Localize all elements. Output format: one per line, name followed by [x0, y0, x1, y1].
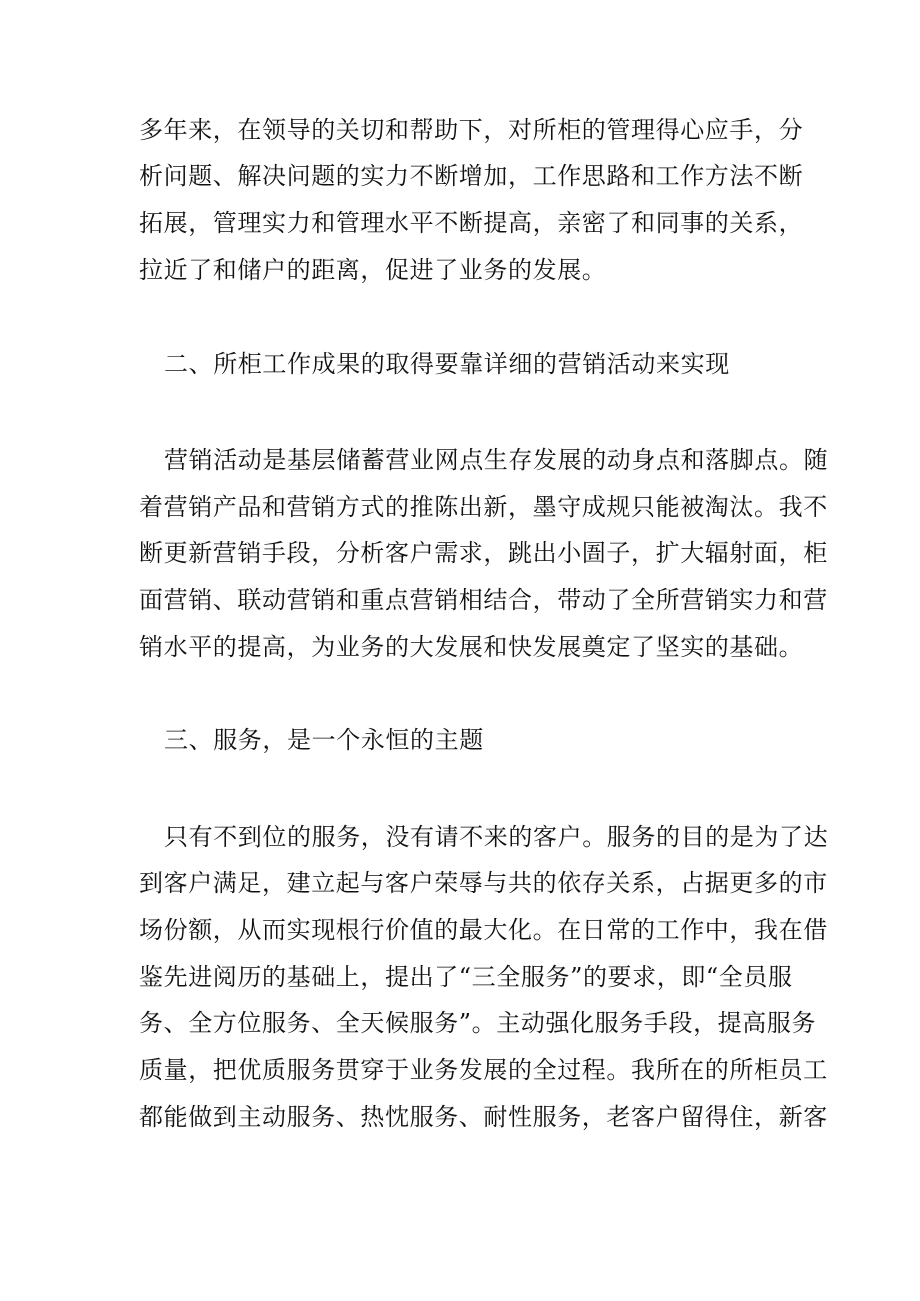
- section-heading-3: 三、服务，是一个永恒的主题: [164, 726, 484, 754]
- paragraph-3-line-2: 到客户满足，建立起与客户荣辱与共的依存关系，占据更多的市: [139, 869, 828, 897]
- paragraph-2-line-1: 营销活动是基层储蓄营业网点生存发展的动身点和落脚点。随: [164, 446, 829, 474]
- paragraph-1-line-2: 析问题、解决问题的实力不断增加，工作思路和工作方法不断: [139, 162, 804, 190]
- paragraph-3-line-7: 都能做到主动服务、热忱服务、耐性服务，老客户留得住，新客: [139, 1103, 828, 1131]
- paragraph-3-line-1: 只有不到位的服务，没有请不来的客户。服务的目的是为了达: [164, 823, 829, 851]
- paragraph-3-line-4: 鉴先进阅历的基础上，提出了“三全服务”的要求，即“全员服: [139, 963, 793, 991]
- paragraph-2-line-4: 面营销、联动营销和重点营销相结合，带动了全所营销实力和营: [139, 586, 828, 614]
- paragraph-1-line-1: 多年来，在领导的关切和帮助下，对所柜的管理得心应手，分: [139, 116, 804, 144]
- paragraph-2-line-5: 销水平的提高，为业务的大发展和快发展奠定了坚实的基础。: [139, 633, 804, 661]
- section-heading-2: 二、所柜工作成果的取得要靠详细的营销活动来实现: [164, 350, 730, 378]
- paragraph-3-line-3: 场份额，从而实现根行价值的最大化。在日常的工作中，我在借: [139, 916, 828, 944]
- paragraph-3-line-6: 质量，把优质服务贯穿于业务发展的全过程。我所在的所柜员工: [139, 1056, 828, 1084]
- paragraph-2-line-2: 着营销产品和营销方式的推陈出新，墨守成规只能被淘汰。我不: [139, 493, 828, 521]
- paragraph-1-line-4: 拉近了和储户的距离，促进了业务的发展。: [139, 256, 607, 284]
- paragraph-3-line-5: 务、全方位服务、全天候服务”。主动强化服务手段，提高服务: [139, 1009, 817, 1037]
- paragraph-1-line-3: 拓展，管理实力和管理水平不断提高，亲密了和同事的关系，: [139, 209, 804, 237]
- paragraph-2-line-3: 断更新营销手段，分析客户需求，跳出小圄子，扩大辐射面，柜: [139, 539, 828, 567]
